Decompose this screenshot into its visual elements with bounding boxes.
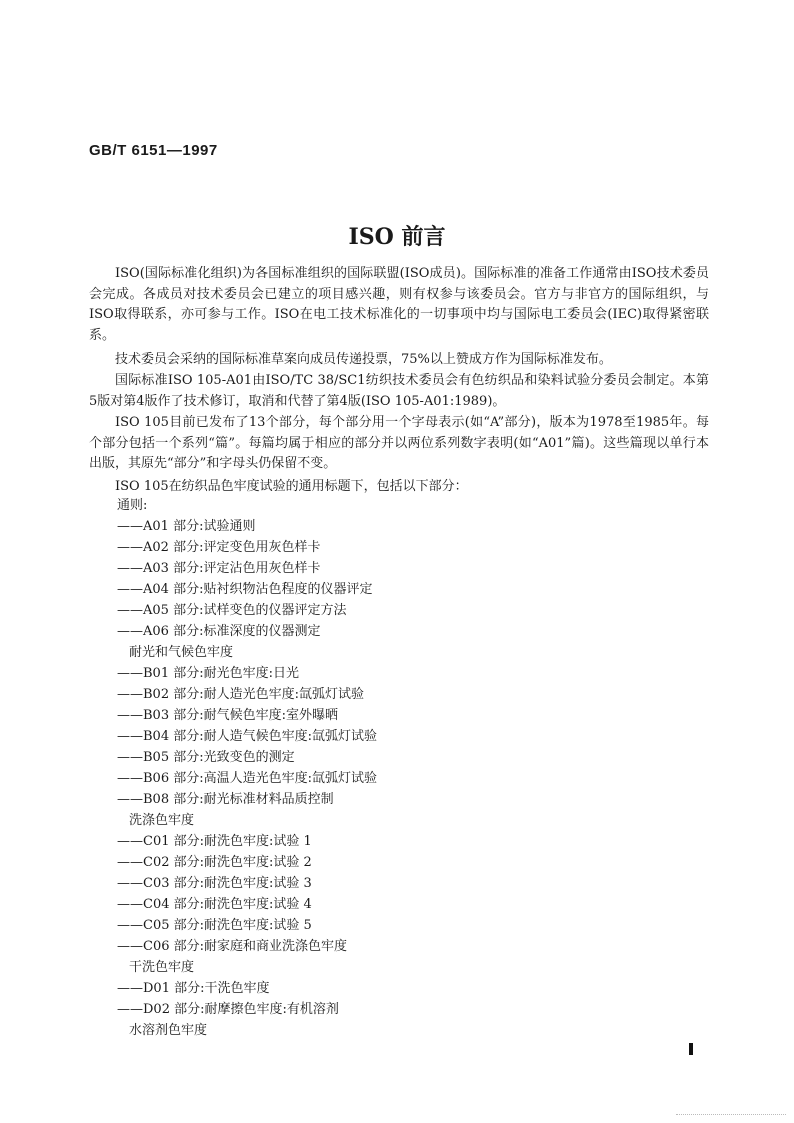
list-item: ——D02 部分:耐摩擦色牢度:有机溶剂 bbox=[117, 1002, 339, 1017]
list-item: ——A06 部分:标准深度的仪器测定 bbox=[117, 624, 321, 639]
paragraph-origin: 国际标准ISO 105-A01由ISO/TC 38/SC1纺织技术委员会有色纺织品和染料试验分委员会制定。本第5版对第4版作了技术修订，取消和代替了第4版(ISO 105-A01:1989)。 bbox=[89, 373, 709, 409]
category-washing: 洗涤色牢度 bbox=[129, 813, 195, 828]
category-dry-cleaning: 干洗色牢度 bbox=[129, 960, 195, 975]
list-item: ——B08 部分:耐光标准材料品质控制 bbox=[117, 792, 334, 807]
category-general: 通则: bbox=[117, 498, 148, 513]
list-item: ——A01 部分:试验通则 bbox=[117, 519, 256, 534]
list-item: ——A04 部分:贴衬织物沾色程度的仪器评定 bbox=[117, 582, 373, 597]
paragraph-list-intro: ISO 105在纺织品色牢度试验的通用标题下，包括以下部分： bbox=[115, 479, 468, 494]
list-item: ——C04 部分:耐洗色牢度:试验 4 bbox=[117, 897, 312, 912]
list-item: ——B01 部分:耐光色牢度:日光 bbox=[117, 666, 299, 681]
list-item: ——B05 部分:光致变色的测定 bbox=[117, 750, 295, 765]
scan-artifact bbox=[676, 1114, 786, 1117]
standard-code: GB/T 6151—1997 bbox=[89, 142, 218, 159]
list-item: ——A05 部分:试样变色的仪器评定方法 bbox=[117, 603, 347, 618]
list-item: ——B06 部分:高温人造光色牢度:氙弧灯试验 bbox=[117, 771, 377, 786]
category-light-weather: 耐光和气候色牢度 bbox=[129, 645, 234, 660]
list-item: ——C05 部分:耐洗色牢度:试验 5 bbox=[117, 918, 312, 933]
list-item: ——B02 部分:耐人造光色牢度:氙弧灯试验 bbox=[117, 687, 364, 702]
page-title: ISO 前言 bbox=[348, 224, 446, 250]
list-item: ——B04 部分:耐人造气候色牢度:氙弧灯试验 bbox=[117, 729, 377, 744]
list-item: ——C02 部分:耐洗色牢度:试验 2 bbox=[117, 855, 312, 870]
paragraph-voting: 技术委员会采纳的国际标准草案向成员传递投票，75%以上赞成方作为国际标准发布。 bbox=[115, 352, 612, 367]
paragraph-iso-intro: ISO(国际标准化组织)为各国标准组织的国际联盟(ISO成员)。国际标准的准备工作通常由ISO技术委员会完成。各成员对技术委员会已建立的项目感兴趣，则有权参与该委员会。官方与非官方的国际组织，与ISO取得联系，亦可参与工作。ISO在电工技术标准化的一切事项中均与国际电工委员会(IEC)取得紧密联系。 bbox=[89, 266, 709, 343]
list-item: ——C03 部分:耐洗色牢度:试验 3 bbox=[117, 876, 312, 891]
list-item: ——B03 部分:耐气候色牢度:室外曝晒 bbox=[117, 708, 338, 723]
category-aqueous: 水溶剂色牢度 bbox=[129, 1023, 208, 1038]
list-item: ——D01 部分:干洗色牢度 bbox=[117, 981, 270, 996]
page-marker bbox=[689, 1043, 693, 1055]
paragraph-parts: ISO 105目前已发布了13个部分，每个部分用一个字母表示(如“A”部分)，版本为1978至1985年。每个部分包括一个系列“篇”。每篇均属于相应的部分并以两位系列数字表明(如“A01”篇)。这些篇现以单行本出版，其原先“部分”和字母头仍保留不变。 bbox=[89, 415, 709, 471]
list-item: ——C01 部分:耐洗色牢度:试验 1 bbox=[117, 834, 312, 849]
list-item: ——C06 部分:耐家庭和商业洗涤色牢度 bbox=[117, 939, 348, 954]
list-item: ——A02 部分:评定变色用灰色样卡 bbox=[117, 540, 321, 555]
list-item: ——A03 部分:评定沾色用灰色样卡 bbox=[117, 561, 321, 576]
